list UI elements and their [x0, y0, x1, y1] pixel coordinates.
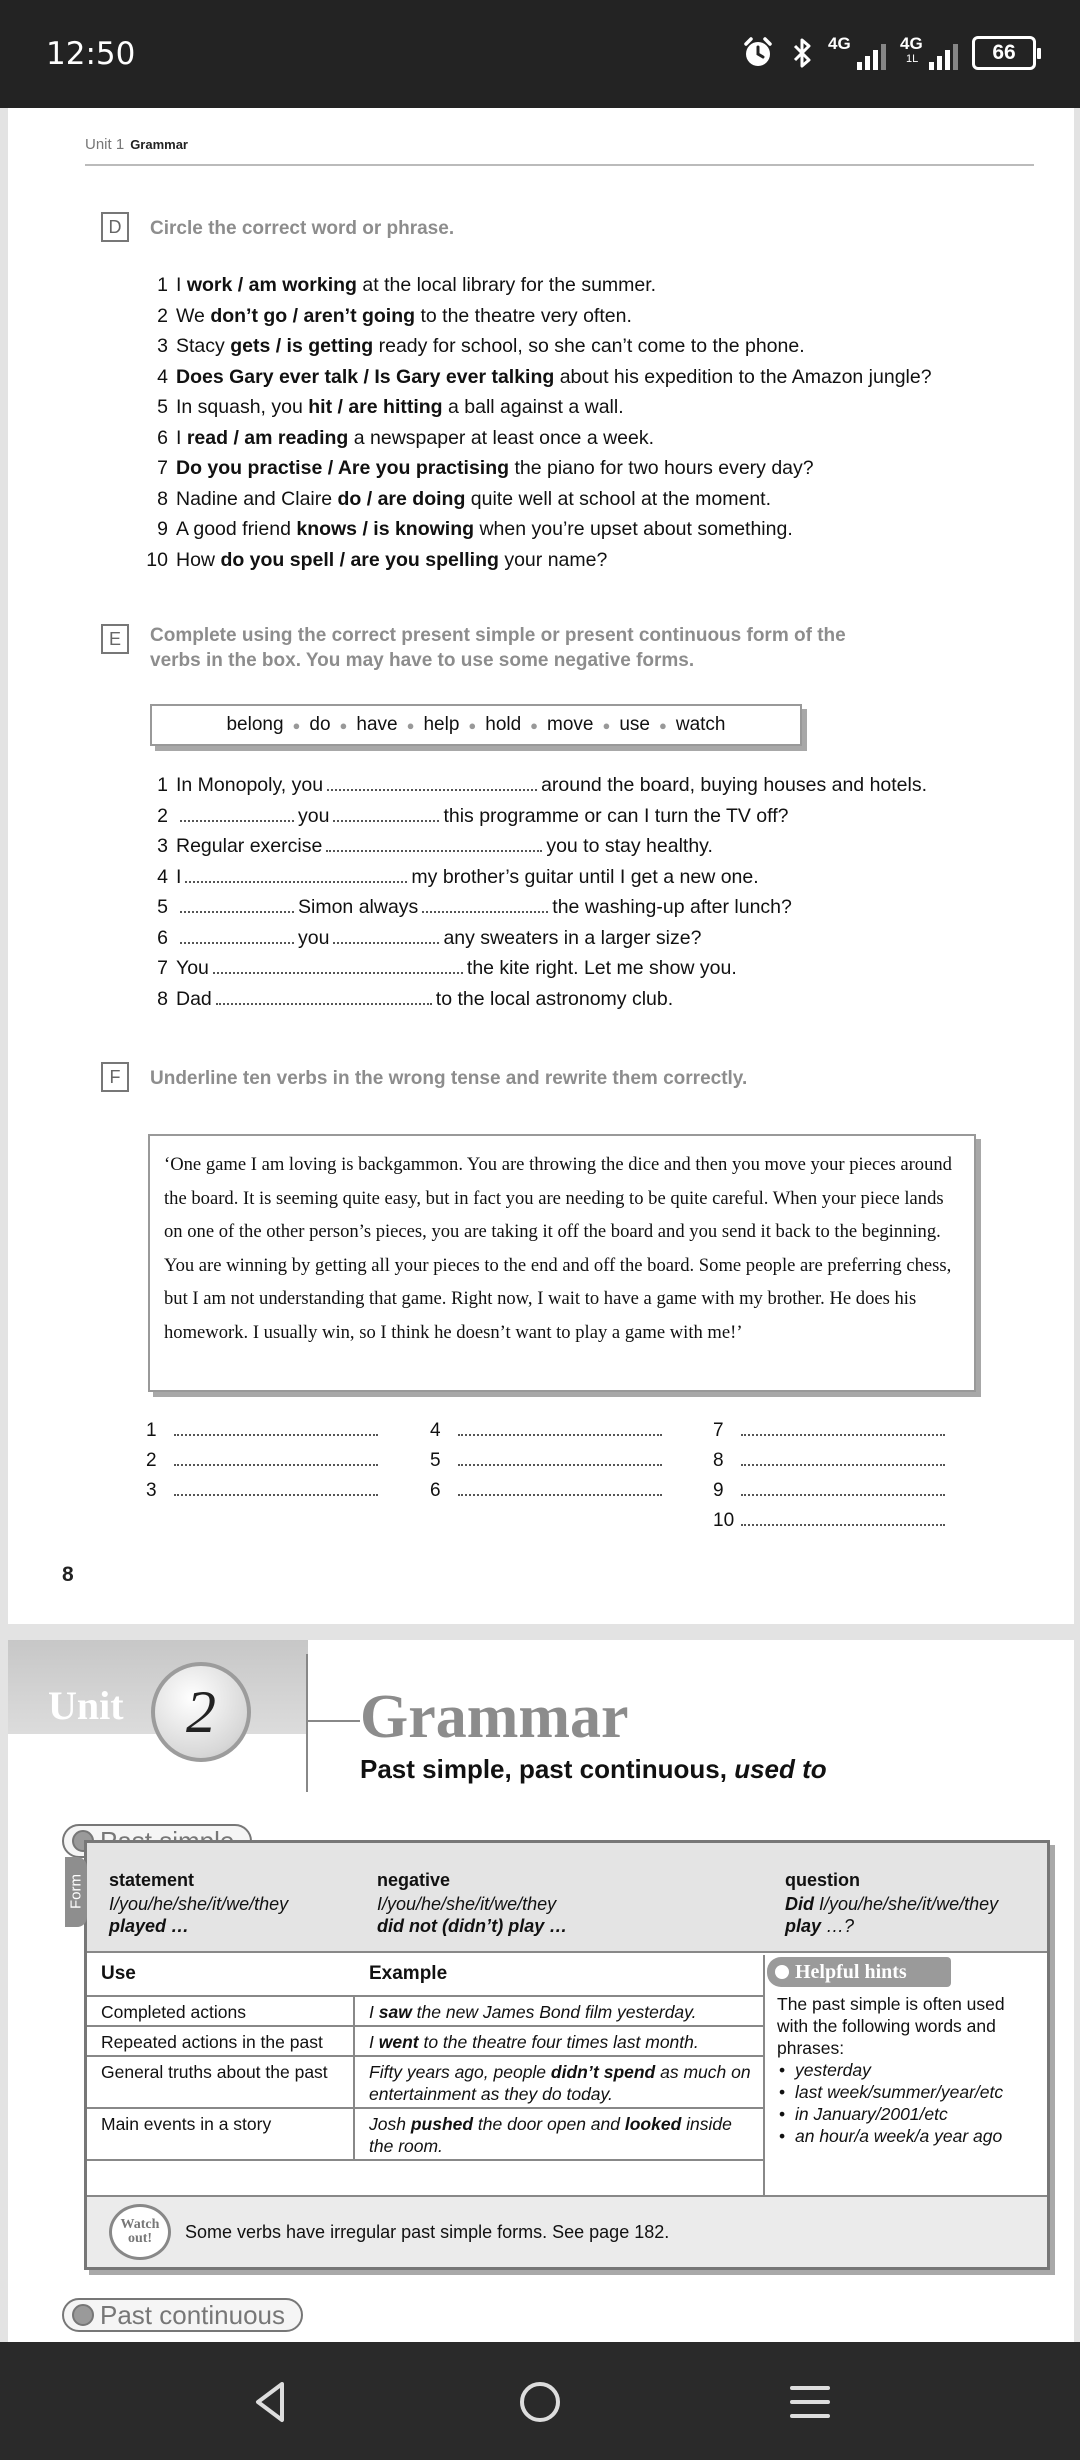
answer-line [430, 1480, 662, 1510]
item-choice: read / am reading [186, 426, 349, 449]
example-text: the door open and [473, 2114, 625, 2134]
answer-number: 10 [713, 1510, 735, 1531]
verb-word: do [309, 714, 331, 735]
item-text: Simon always [298, 896, 419, 918]
item-number: 1 [157, 274, 168, 296]
unit-label: Unit [48, 1683, 124, 1728]
item-number: 5 [157, 896, 168, 918]
item-text: any sweaters in a larger size? [443, 926, 702, 949]
item-number: 6 [157, 426, 168, 449]
recents-button[interactable] [780, 2372, 840, 2432]
verb-word-box [150, 704, 802, 746]
answer-number: 9 [713, 1480, 724, 1501]
hints-list [777, 2059, 1033, 2147]
unit-number-badge: 2 [151, 1662, 251, 1762]
answer-blank[interactable] [458, 1452, 662, 1466]
item-number: 2 [157, 304, 168, 327]
answer-number: 2 [146, 1450, 157, 1471]
item-text: you to stay healthy. [546, 835, 713, 857]
item-number: 6 [157, 926, 168, 949]
item-choice: hit / are hitting [308, 396, 443, 418]
example-cell [355, 2109, 761, 2159]
item-text: Stacy [176, 335, 231, 357]
answer-blank[interactable] [326, 838, 542, 852]
bluetooth-icon [790, 35, 814, 71]
exercise-f-instruction: Underline ten verbs in the wrong tense and rewrite them correctly. [150, 1068, 748, 1089]
example-text: inside the room. [369, 2114, 732, 2156]
item-number: 8 [157, 987, 168, 1010]
exercise-f-letter: F [101, 1062, 129, 1092]
table-row [87, 2109, 763, 2161]
example-verb: went [378, 2032, 419, 2052]
page-number: 8 [62, 1563, 74, 1586]
exercise-e-item [138, 896, 927, 927]
item-number: 8 [157, 487, 168, 510]
use-table-header [87, 1955, 763, 1997]
status-bar [0, 0, 1080, 108]
answer-line [713, 1480, 945, 1510]
answer-number: 5 [430, 1450, 441, 1471]
example-verb: saw [378, 2002, 412, 2022]
item-text: In Monopoly, you [176, 774, 324, 796]
exercise-e-item [138, 988, 927, 1019]
example-verb: didn’t spend [550, 2062, 656, 2082]
passage-box: ‘One game I am loving is backgammon. You are throwing the dice and then you move your pieces around the board. It is seeming quite easy, but in fact you are needing to be quite careful. When your piece lands on one of the other person’s pieces, you are taking it off the board and you send it back to the beginning. You are winning by getting all your pieces to the end and off the board. Some people are preferring chess, but I am not understanding that game. Right now, I wait to have a game with my brother. He does his homework. I usually win, so I think he doesn’t want to play a game with me!’ [148, 1134, 976, 1392]
exercise-d-item [138, 396, 932, 427]
answer-number: 1 [146, 1420, 157, 1441]
answer-blank[interactable] [333, 930, 439, 944]
example-cell [355, 2027, 761, 2055]
word-separator-icon: ● [602, 717, 611, 733]
page-title: Grammar [360, 1683, 629, 1751]
item-text: A good friend [176, 518, 297, 540]
exercise-d-item [138, 305, 932, 336]
item-number: 10 [146, 548, 168, 571]
home-icon [518, 2380, 562, 2424]
item-text: your name? [498, 548, 608, 571]
answer-number: 8 [713, 1450, 724, 1471]
example-cell [355, 2057, 761, 2107]
answer-column-3 [713, 1420, 945, 1540]
watch-out-bar [87, 2195, 1047, 2267]
answer-blank[interactable] [741, 1482, 945, 1496]
answer-blank[interactable] [216, 991, 432, 1005]
use-cell: General truths about the past [87, 2057, 355, 2107]
example-header: Example [369, 1963, 448, 1984]
item-text: I [176, 865, 182, 888]
home-button[interactable] [510, 2372, 570, 2432]
item-number: 4 [157, 365, 168, 388]
alarm-icon [740, 35, 776, 71]
form-band [67, 1843, 1047, 1953]
use-example-table [87, 1955, 763, 2161]
status-time: 12:50 [46, 36, 136, 72]
helpful-hints-body: The past simple is often used with the following words and phrases: • yesterday • last week/summer/year/etc • in January/2001/etc • an hour/a week/a year ago [767, 1987, 1043, 2147]
item-text: the piano for two hours every day? [509, 457, 814, 479]
answer-blank[interactable] [458, 1422, 662, 1436]
battery-icon: 66 [972, 36, 1036, 70]
answer-blank[interactable] [174, 1422, 378, 1436]
item-choice: don’t go / aren’t going [210, 304, 416, 327]
item-text: about his expedition to the Amazon jungle? [554, 365, 932, 388]
item-text: In squash, you [176, 396, 309, 418]
exercise-e-item [138, 957, 927, 988]
word-separator-icon: ● [659, 717, 667, 733]
item-choice: Does Gary ever talk / Is Gary ever talking [176, 365, 555, 388]
example-text: as much on entertainment as they do today. [369, 2062, 751, 2104]
example-text: I [369, 2002, 379, 2022]
verb-word: watch [675, 714, 726, 735]
form-negative: negative I/you/he/she/it/we/they did not (didn’t) play … [377, 1870, 568, 1936]
signal-icon: 4G [828, 34, 886, 72]
watch-out-text: Some verbs have irregular past simple forms. See page 182. [185, 2221, 670, 2242]
item-number: 5 [157, 396, 168, 418]
word-separator-icon: ● [468, 717, 477, 733]
item-number: 4 [157, 865, 168, 888]
exercise-e-item [138, 866, 927, 897]
section-label-past-continuous: Past continuous [62, 2298, 303, 2332]
exercise-d-item [138, 335, 932, 366]
item-choice: do / are doing [337, 487, 466, 510]
item-text: Dad [176, 987, 212, 1010]
item-number: 7 [157, 957, 168, 979]
hints-divider [763, 1955, 765, 2195]
exercise-d-item [138, 366, 932, 397]
example-verb: looked [624, 2114, 682, 2134]
item-text: ready for school, so she can’t come to the phone. [373, 335, 805, 357]
exercise-e-item [138, 835, 927, 866]
item-choice: work / am working [186, 274, 357, 296]
item-number: 3 [157, 835, 168, 857]
item-text: around the board, buying houses and hotels. [541, 774, 928, 796]
answer-blank[interactable] [213, 960, 463, 974]
word-separator-icon: ● [406, 717, 415, 733]
item-number: 1 [157, 774, 168, 796]
answer-column-2 [430, 1420, 662, 1510]
word-separator-icon: ● [292, 717, 301, 733]
example-cell [355, 1997, 761, 2025]
helpful-hints-title: Helpful hints [767, 1957, 951, 1987]
verb-word: belong [226, 714, 284, 735]
word-separator-icon: ● [530, 717, 539, 733]
item-text: Nadine and Claire [176, 487, 338, 510]
exercise-e-item [138, 805, 927, 836]
example-verb: pushed [410, 2114, 474, 2134]
table-row [87, 1997, 763, 2027]
answer-blank[interactable] [174, 1482, 378, 1496]
item-choice: knows / is knowing [296, 518, 475, 540]
exercise-d-item [138, 518, 932, 549]
hint-item: • yesterday [777, 2059, 1033, 2081]
answer-line [713, 1420, 945, 1450]
exercise-d-item [138, 274, 932, 305]
item-text: Regular exercise [176, 835, 323, 857]
verb-word: help [423, 714, 460, 735]
answer-line [713, 1510, 945, 1540]
verb-word: move [547, 714, 594, 735]
answer-blank[interactable] [180, 930, 294, 944]
verb-word: have [356, 714, 398, 735]
exercise-e-item [138, 927, 927, 958]
item-text: at the local library for the summer. [356, 274, 657, 296]
exercise-e-list [138, 774, 927, 1018]
word-separator-icon: ● [339, 717, 348, 733]
answer-number: 3 [146, 1480, 157, 1501]
answer-number: 4 [430, 1420, 441, 1441]
example-text: the new James Bond film yesterday. [411, 2002, 697, 2022]
navigation-bar [0, 2342, 1080, 2460]
answer-blank[interactable] [180, 899, 294, 913]
back-icon [250, 2380, 290, 2424]
exercise-e-letter: E [101, 624, 129, 654]
use-cell: Completed actions [87, 1997, 355, 2025]
item-text: when you’re upset about something. [474, 518, 793, 540]
answer-blank[interactable] [741, 1452, 945, 1466]
example-text: Josh [369, 2114, 411, 2134]
section-bullet-icon [72, 2304, 94, 2326]
item-text: this programme or can I turn the TV off? [443, 804, 789, 827]
form-statement: statement I/you/he/she/it/we/they played … [109, 1870, 289, 1936]
item-number: 9 [157, 518, 168, 540]
answer-line [430, 1420, 662, 1450]
answer-blank[interactable] [458, 1482, 662, 1496]
table-row [87, 2057, 763, 2109]
use-header: Use [101, 1963, 136, 1984]
item-text: quite well at school at the moment. [465, 487, 772, 510]
answer-column-1 [146, 1420, 378, 1510]
answer-blank[interactable] [327, 777, 537, 791]
exercise-d-item [138, 488, 932, 519]
exercise-d-list [138, 274, 932, 579]
status-icons [740, 34, 1036, 72]
answer-line [146, 1480, 378, 1510]
item-number: 2 [157, 804, 168, 827]
item-text: We [176, 304, 211, 327]
form-tab: Form [65, 1857, 87, 1927]
exercise-d-letter: D [101, 212, 129, 242]
answer-blank[interactable] [333, 808, 439, 822]
answer-blank[interactable] [741, 1422, 945, 1436]
hint-item: • last week/summer/year/etc [777, 2081, 1033, 2103]
exercise-d-item [138, 549, 932, 580]
item-text: a ball against a wall. [442, 396, 624, 418]
verb-word: hold [485, 714, 522, 735]
helpful-hints [767, 1957, 1043, 2147]
item-number: 3 [157, 335, 168, 357]
page-unit2-grammar [8, 1640, 1074, 2342]
use-cell: Main events in a story [87, 2109, 355, 2159]
answer-line [713, 1450, 945, 1480]
exercise-d-instruction: Circle the correct word or phrase. [150, 218, 455, 239]
answer-number: 6 [430, 1480, 441, 1501]
answer-line [430, 1450, 662, 1480]
example-text: to the theatre four times last month. [418, 2032, 699, 2052]
item-number: 7 [157, 457, 168, 479]
recents-icon [788, 2380, 832, 2424]
item-text: my brother’s guitar until I get a new one. [411, 865, 759, 888]
exercise-d-item [138, 427, 932, 458]
item-text: a newspaper at least once a week. [348, 426, 655, 449]
item-text: you [298, 926, 330, 949]
verb-word: use [619, 714, 650, 735]
exercise-e-instruction: Complete using the correct present simple or present continuous form of the verbs in the box. You may have to use some negative forms. [150, 625, 846, 671]
answer-blank[interactable] [422, 899, 548, 913]
answer-line [146, 1450, 378, 1480]
page-subtitle: Past simple, past continuous, used to [360, 1754, 827, 1784]
hint-item: • an hour/a week/a year ago [777, 2125, 1033, 2147]
item-text: the kite right. Let me show you. [466, 957, 737, 979]
item-text: to the theatre very often. [415, 304, 632, 327]
item-text: You [176, 957, 209, 979]
hint-item: • in January/2001/etc [777, 2103, 1033, 2125]
example-text: I [369, 2032, 379, 2052]
exercise-e-item [138, 774, 927, 805]
item-choice: do you spell / are you spelling [220, 548, 499, 571]
item-text: to the local astronomy club. [435, 987, 674, 1010]
header-divider [306, 1654, 308, 1792]
item-text: you [298, 804, 330, 827]
past-simple-box [67, 1840, 1050, 2270]
answer-blank[interactable] [174, 1452, 378, 1466]
item-text: I [176, 274, 187, 296]
back-button[interactable] [240, 2372, 300, 2432]
item-text: How [176, 548, 221, 571]
answer-blank[interactable] [185, 869, 407, 883]
signal-icon-2: 4G 1L [900, 34, 958, 72]
watch-out-badge: Watch out! [109, 2204, 171, 2260]
table-row [87, 2027, 763, 2057]
use-cell: Repeated actions in the past [87, 2027, 355, 2055]
answer-blank[interactable] [180, 808, 294, 822]
item-choice: gets / is getting [230, 335, 374, 357]
item-text: I [176, 426, 187, 449]
answer-line [146, 1420, 378, 1450]
item-choice: Do you practise / Are you practising [176, 457, 510, 479]
exercise-d-item [138, 457, 932, 488]
running-head: Unit 1 Grammar [85, 136, 188, 153]
answer-number: 7 [713, 1420, 724, 1441]
title-rule [308, 1720, 360, 1722]
item-text: the washing-up after lunch? [552, 896, 792, 918]
running-head-rule [85, 164, 1034, 166]
answer-blank[interactable] [741, 1512, 945, 1526]
example-text: Fifty years ago, people [369, 2062, 551, 2082]
form-question: question Did I/you/he/she/it/we/they play …? [785, 1870, 999, 1936]
page-unit1-grammar [8, 108, 1074, 1624]
